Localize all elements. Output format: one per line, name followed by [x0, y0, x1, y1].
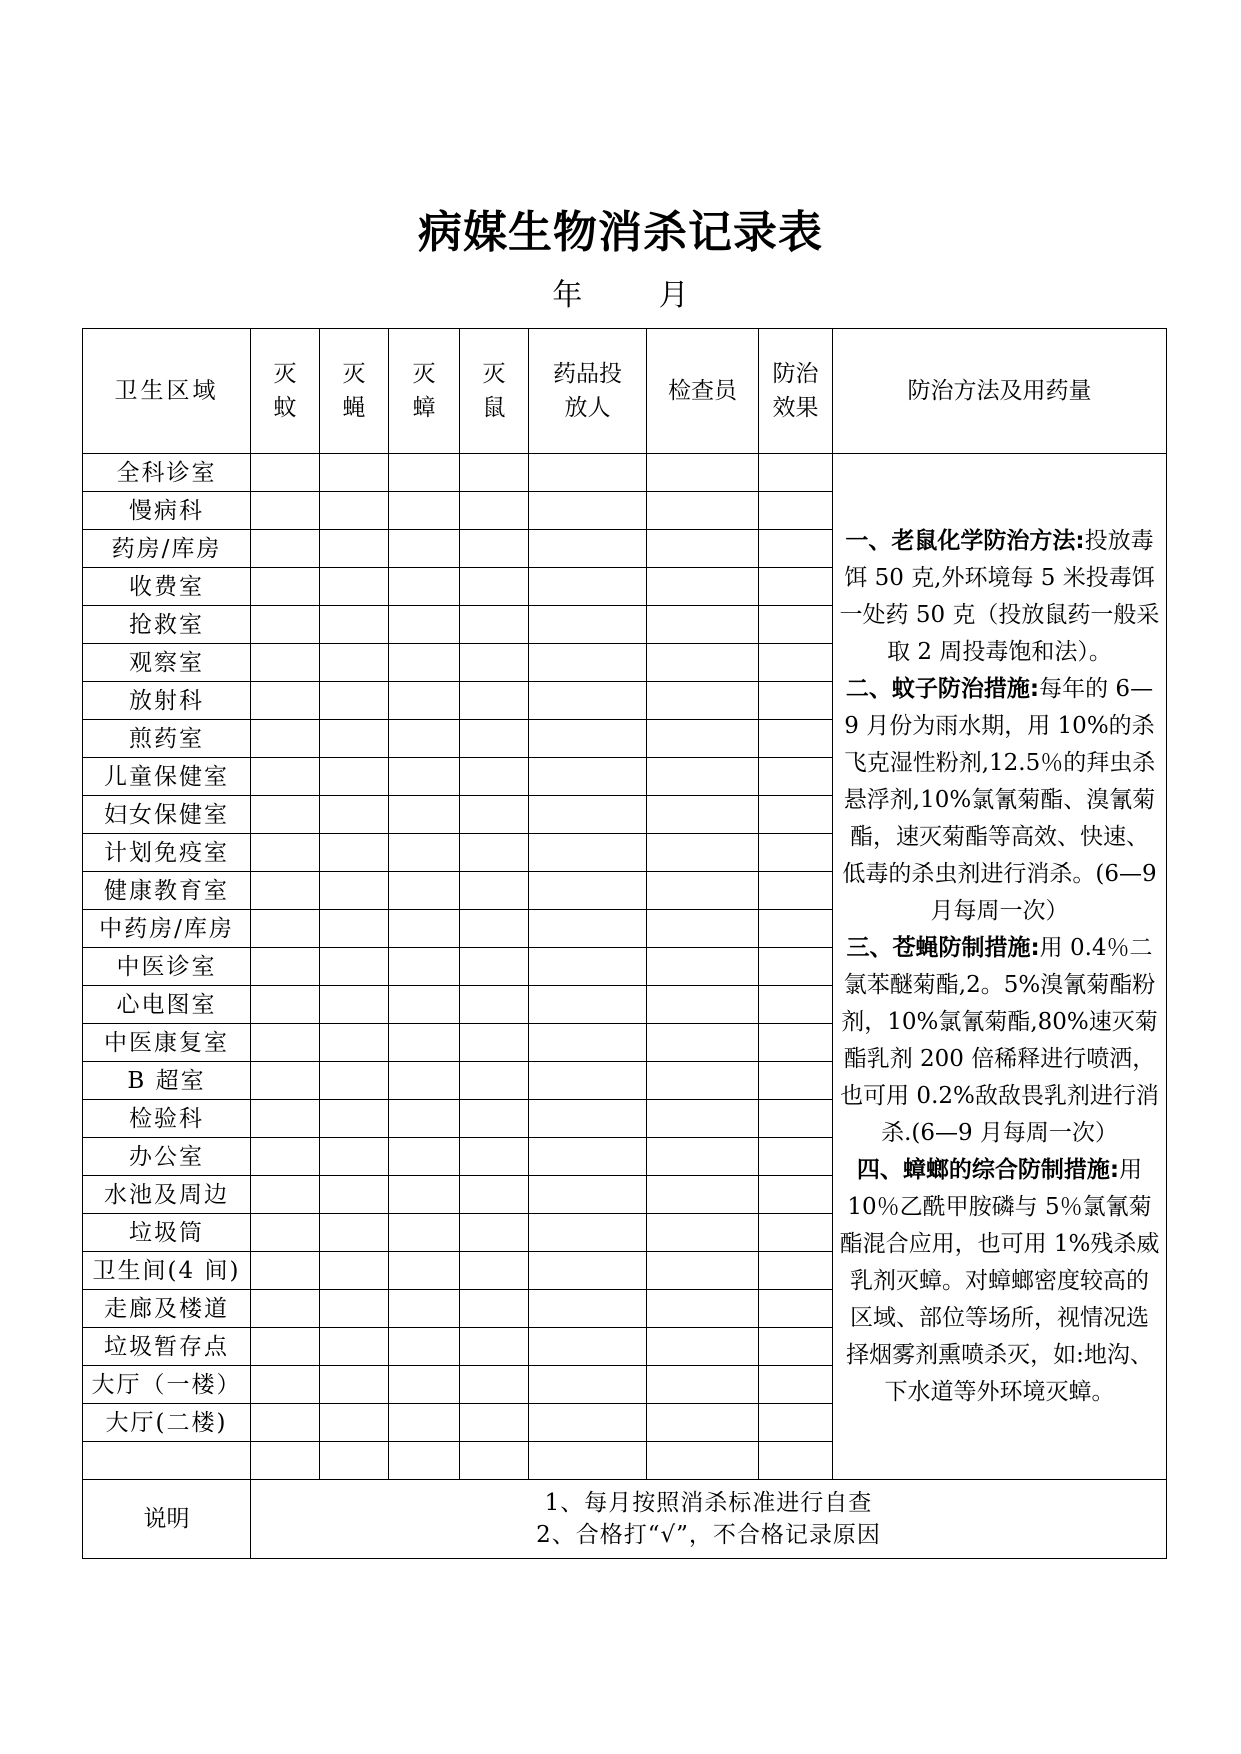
effect-entry-cell[interactable] [759, 834, 833, 872]
area-name-cell: 煎药室 [83, 720, 251, 758]
table-row [83, 454, 1167, 492]
effect-entry-cell[interactable] [759, 1176, 833, 1214]
inspector-entry-cell[interactable] [647, 720, 759, 758]
cockroach-entry-cell[interactable] [389, 948, 460, 986]
method-heading: 四、蟑螂的综合防制措施: [856, 1156, 1120, 1183]
area-name-cell: 水池及周边 [83, 1176, 251, 1214]
cockroach-entry-cell[interactable] [389, 1176, 460, 1214]
mosquito-entry-cell[interactable] [251, 872, 320, 910]
effect-entry-cell[interactable] [759, 758, 833, 796]
inspector-entry-cell[interactable] [647, 644, 759, 682]
effect-entry-cell[interactable] [759, 1366, 833, 1404]
effect-entry-cell[interactable] [759, 1442, 833, 1480]
effect-entry-cell[interactable] [759, 796, 833, 834]
header-cockroach [389, 329, 460, 454]
rat-entry-cell[interactable] [460, 1024, 529, 1062]
rat-entry-cell[interactable] [460, 1366, 529, 1404]
inspector-entry-cell[interactable] [647, 606, 759, 644]
cockroach-entry-cell[interactable] [389, 1100, 460, 1138]
record-table [82, 328, 1167, 1559]
cockroach-entry-cell[interactable] [389, 872, 460, 910]
fly-entry-cell[interactable] [320, 796, 389, 834]
fly-entry-cell[interactable] [320, 986, 389, 1024]
rat-entry-cell[interactable] [460, 530, 529, 568]
area-name-cell: 走廊及楼道 [83, 1290, 251, 1328]
fly-entry-cell[interactable] [320, 1252, 389, 1290]
fly-entry-cell[interactable] [320, 1328, 389, 1366]
applier-entry-cell[interactable] [529, 530, 647, 568]
rat-entry-cell[interactable] [460, 682, 529, 720]
rat-entry-cell[interactable] [460, 834, 529, 872]
rat-entry-cell[interactable] [460, 1252, 529, 1290]
fly-entry-cell[interactable] [320, 872, 389, 910]
effect-entry-cell[interactable] [759, 568, 833, 606]
effect-entry-cell[interactable] [759, 1328, 833, 1366]
area-name-cell: 中医康复室 [83, 1024, 251, 1062]
inspector-entry-cell[interactable] [647, 1214, 759, 1252]
fly-entry-cell[interactable] [320, 1138, 389, 1176]
rat-entry-cell[interactable] [460, 872, 529, 910]
mosquito-entry-cell[interactable] [251, 1214, 320, 1252]
applier-entry-cell[interactable] [529, 948, 647, 986]
mosquito-entry-cell[interactable] [251, 910, 320, 948]
cockroach-entry-cell[interactable] [389, 1138, 460, 1176]
area-name-cell: 慢病科 [83, 492, 251, 530]
cockroach-entry-cell[interactable] [389, 1404, 460, 1442]
rat-entry-cell[interactable] [460, 1290, 529, 1328]
rat-entry-cell[interactable] [460, 492, 529, 530]
rat-entry-cell[interactable] [460, 758, 529, 796]
area-name-cell: 计划免疫室 [83, 834, 251, 872]
area-name-cell: 全科诊室 [83, 454, 251, 492]
effect-entry-cell[interactable] [759, 1138, 833, 1176]
effect-entry-cell[interactable] [759, 1062, 833, 1100]
applier-entry-cell[interactable] [529, 872, 647, 910]
cockroach-entry-cell[interactable] [389, 910, 460, 948]
effect-entry-cell[interactable] [759, 492, 833, 530]
applier-entry-cell[interactable] [529, 1404, 647, 1442]
effect-entry-cell[interactable] [759, 682, 833, 720]
method-heading: 二、蚊子防治措施: [845, 675, 1040, 702]
applier-entry-cell[interactable] [529, 1176, 647, 1214]
fly-entry-cell[interactable] [320, 568, 389, 606]
area-name-cell: 抢救室 [83, 606, 251, 644]
rat-entry-cell[interactable] [460, 1328, 529, 1366]
applier-entry-cell[interactable] [529, 1442, 647, 1480]
method-description-cell [833, 454, 1167, 1480]
applier-entry-cell[interactable] [529, 758, 647, 796]
rat-entry-cell[interactable] [460, 948, 529, 986]
mosquito-entry-cell[interactable] [251, 796, 320, 834]
cockroach-entry-cell[interactable] [389, 682, 460, 720]
fly-entry-cell[interactable] [320, 492, 389, 530]
cockroach-entry-cell[interactable] [389, 1214, 460, 1252]
cockroach-entry-cell[interactable] [389, 644, 460, 682]
inspector-entry-cell[interactable] [647, 1404, 759, 1442]
effect-entry-cell[interactable] [759, 872, 833, 910]
applier-entry-cell[interactable] [529, 910, 647, 948]
inspector-entry-cell[interactable] [647, 1062, 759, 1100]
area-name-cell: 垃圾暂存点 [83, 1328, 251, 1366]
area-name-cell: 儿童保健室 [83, 758, 251, 796]
method-text: 用 0.4％二氯苯醚菊酯,2。5%溴氰菊酯粉剂，10%氯氰菊酯,80%速灭菊酯乳剂 200 倍稀释进行喷洒，也可用 0.2%敌敌畏乳剂进行消杀.(6—9 月每周一次） [840, 934, 1159, 1146]
mosquito-entry-cell[interactable] [251, 1366, 320, 1404]
note-line: 2、合格打“√”，不合格记录原因 [536, 1522, 881, 1548]
method-text: 用 10％乙酰甲胺磷与 5％氯氰菊酯混合应用，也可用 1%残杀威乳剂灭蟑。对蟑螂密度较高的区域、部位等场所，视情况选择烟雾剂熏喷杀灭，如:地沟、下水道等外环境灭蟑。 [839, 1156, 1160, 1405]
cockroach-entry-cell[interactable] [389, 530, 460, 568]
cockroach-entry-cell[interactable] [389, 834, 460, 872]
applier-entry-cell[interactable] [529, 492, 647, 530]
applier-entry-cell[interactable] [529, 1062, 647, 1100]
cockroach-entry-cell[interactable] [389, 1252, 460, 1290]
fly-entry-cell[interactable] [320, 530, 389, 568]
applier-entry-cell[interactable] [529, 834, 647, 872]
mosquito-entry-cell[interactable] [251, 1100, 320, 1138]
method-heading: 一、老鼠化学防治方法: [845, 527, 1085, 554]
cockroach-entry-cell[interactable] [389, 1290, 460, 1328]
effect-entry-cell[interactable] [759, 910, 833, 948]
mosquito-entry-cell[interactable] [251, 1024, 320, 1062]
inspector-entry-cell[interactable] [647, 1328, 759, 1366]
fly-entry-cell[interactable] [320, 454, 389, 492]
header-area [83, 329, 251, 454]
year-month-line: 年 月 [552, 278, 689, 313]
rat-entry-cell[interactable] [460, 454, 529, 492]
page-title: 病媒生物消杀记录表 [418, 207, 823, 258]
rat-entry-cell[interactable] [460, 910, 529, 948]
cockroach-entry-cell[interactable] [389, 568, 460, 606]
header-inspector-label: 检查员 [668, 378, 737, 404]
mosquito-entry-cell[interactable] [251, 948, 320, 986]
mosquito-entry-cell[interactable] [251, 720, 320, 758]
header-area-label: 卫生区域 [114, 378, 219, 404]
mosquito-entry-cell[interactable] [251, 568, 320, 606]
fly-entry-cell[interactable] [320, 1100, 389, 1138]
applier-entry-cell[interactable] [529, 986, 647, 1024]
rat-entry-cell[interactable] [460, 796, 529, 834]
method-section [839, 523, 1160, 671]
effect-entry-cell[interactable] [759, 454, 833, 492]
applier-entry-cell[interactable] [529, 454, 647, 492]
cockroach-entry-cell[interactable] [389, 796, 460, 834]
cockroach-entry-cell[interactable] [389, 492, 460, 530]
inspector-entry-cell[interactable] [647, 1100, 759, 1138]
rat-entry-cell[interactable] [460, 644, 529, 682]
mosquito-entry-cell[interactable] [251, 1176, 320, 1214]
fly-entry-cell[interactable] [320, 606, 389, 644]
rat-entry-cell[interactable] [460, 720, 529, 758]
inspector-entry-cell[interactable] [647, 910, 759, 948]
fly-entry-cell[interactable] [320, 1176, 389, 1214]
fly-entry-cell[interactable] [320, 910, 389, 948]
applier-entry-cell[interactable] [529, 1214, 647, 1252]
method-section [839, 671, 1160, 930]
cockroach-entry-cell[interactable] [389, 1442, 460, 1480]
header-mosquito [251, 329, 320, 454]
mosquito-entry-cell[interactable] [251, 530, 320, 568]
header-fly-label: 灭 蝇 [342, 361, 366, 421]
fly-entry-cell[interactable] [320, 1442, 389, 1480]
cockroach-entry-cell[interactable] [389, 758, 460, 796]
cockroach-entry-cell[interactable] [389, 1366, 460, 1404]
inspector-entry-cell[interactable] [647, 492, 759, 530]
method-text: 每年的 6—9 月份为雨水期，用 10%的杀飞克湿性粉剂,12.5％的拜虫杀悬浮剂,10%氯氰菊酯、溴氰菊酯，速灭菊酯等高效、快速、低毒的杀虫剂进行消杀。(6—9 月每周一次） [842, 675, 1157, 924]
applier-entry-cell[interactable] [529, 1138, 647, 1176]
applier-entry-cell[interactable] [529, 720, 647, 758]
applier-entry-cell[interactable] [529, 796, 647, 834]
effect-entry-cell[interactable] [759, 1024, 833, 1062]
effect-entry-cell[interactable] [759, 986, 833, 1024]
method-section [839, 1152, 1160, 1411]
mosquito-entry-cell[interactable] [251, 1252, 320, 1290]
area-name-cell: 观察室 [83, 644, 251, 682]
fly-entry-cell[interactable] [320, 1366, 389, 1404]
method-text: 投放毒饵 50 克,外环境每 5 米投毒饵一处药 50 克（投放鼠药一般采取 2 周投毒饱和法）。 [839, 527, 1160, 665]
inspector-entry-cell[interactable] [647, 1290, 759, 1328]
rat-entry-cell[interactable] [460, 568, 529, 606]
header-row [83, 329, 1167, 454]
inspector-entry-cell[interactable] [647, 568, 759, 606]
rat-entry-cell[interactable] [460, 1404, 529, 1442]
inspector-entry-cell[interactable] [647, 682, 759, 720]
effect-entry-cell[interactable] [759, 948, 833, 986]
effect-entry-cell[interactable] [759, 1290, 833, 1328]
header-rat [460, 329, 529, 454]
applier-entry-cell[interactable] [529, 1100, 647, 1138]
mosquito-entry-cell[interactable] [251, 834, 320, 872]
rat-entry-cell[interactable] [460, 1062, 529, 1100]
effect-entry-cell[interactable] [759, 720, 833, 758]
cockroach-entry-cell[interactable] [389, 454, 460, 492]
cockroach-entry-cell[interactable] [389, 720, 460, 758]
fly-entry-cell[interactable] [320, 834, 389, 872]
rat-entry-cell[interactable] [460, 986, 529, 1024]
area-name-cell: 心电图室 [83, 986, 251, 1024]
effect-entry-cell[interactable] [759, 1100, 833, 1138]
area-name-cell: 大厅(二楼) [83, 1404, 251, 1442]
inspector-entry-cell[interactable] [647, 530, 759, 568]
area-name-cell [83, 1442, 251, 1480]
fly-entry-cell[interactable] [320, 1214, 389, 1252]
mosquito-entry-cell[interactable] [251, 492, 320, 530]
fly-entry-cell[interactable] [320, 644, 389, 682]
inspector-entry-cell[interactable] [647, 758, 759, 796]
method-heading: 三、苍蝇防制措施: [846, 934, 1040, 961]
mosquito-entry-cell[interactable] [251, 758, 320, 796]
area-name-cell: 放射科 [83, 682, 251, 720]
effect-entry-cell[interactable] [759, 530, 833, 568]
area-name-cell: 妇女保健室 [83, 796, 251, 834]
method-section [839, 930, 1160, 1152]
effect-entry-cell[interactable] [759, 1214, 833, 1252]
header-method-label: 防治方法及用药量 [907, 378, 1092, 404]
rat-entry-cell[interactable] [460, 606, 529, 644]
header-cockroach-label: 灭 蟑 [412, 361, 436, 421]
header-inspector [647, 329, 759, 454]
fly-entry-cell[interactable] [320, 1404, 389, 1442]
applier-entry-cell[interactable] [529, 1290, 647, 1328]
inspector-entry-cell[interactable] [647, 454, 759, 492]
applier-entry-cell[interactable] [529, 644, 647, 682]
header-rat-label: 灭 鼠 [482, 361, 506, 421]
rat-entry-cell[interactable] [460, 1214, 529, 1252]
inspector-entry-cell[interactable] [647, 1024, 759, 1062]
area-name-cell: 收费室 [83, 568, 251, 606]
mosquito-entry-cell[interactable] [251, 644, 320, 682]
rat-entry-cell[interactable] [460, 1138, 529, 1176]
effect-entry-cell[interactable] [759, 1252, 833, 1290]
area-name-cell: 中药房/库房 [83, 910, 251, 948]
area-name-cell: 中医诊室 [83, 948, 251, 986]
inspector-entry-cell[interactable] [647, 986, 759, 1024]
applier-entry-cell[interactable] [529, 1252, 647, 1290]
area-name-cell: 办公室 [83, 1138, 251, 1176]
header-fly [320, 329, 389, 454]
inspector-entry-cell[interactable] [647, 948, 759, 986]
mosquito-entry-cell[interactable] [251, 682, 320, 720]
cockroach-entry-cell[interactable] [389, 1062, 460, 1100]
mosquito-entry-cell[interactable] [251, 986, 320, 1024]
header-method [833, 329, 1167, 454]
rat-entry-cell[interactable] [460, 1442, 529, 1480]
area-name-cell: 药房/库房 [83, 530, 251, 568]
note-line: 1、每月按照消杀标准进行自查 [544, 1490, 873, 1516]
inspector-entry-cell[interactable] [647, 796, 759, 834]
rat-entry-cell[interactable] [460, 1100, 529, 1138]
inspector-entry-cell[interactable] [647, 1176, 759, 1214]
inspector-entry-cell[interactable] [647, 1138, 759, 1176]
cockroach-entry-cell[interactable] [389, 1328, 460, 1366]
mosquito-entry-cell[interactable] [251, 1404, 320, 1442]
mosquito-entry-cell[interactable] [251, 1442, 320, 1480]
area-name-cell: 垃圾筒 [83, 1214, 251, 1252]
applier-entry-cell[interactable] [529, 1024, 647, 1062]
header-applier-label: 药品投 放人 [553, 361, 622, 421]
mosquito-entry-cell[interactable] [251, 1290, 320, 1328]
note-label: 说明 [83, 1480, 251, 1559]
header-effect [759, 329, 833, 454]
area-name-cell: 大厅（一楼） [83, 1366, 251, 1404]
applier-entry-cell[interactable] [529, 1328, 647, 1366]
inspector-entry-cell[interactable] [647, 834, 759, 872]
fly-entry-cell[interactable] [320, 1062, 389, 1100]
mosquito-entry-cell[interactable] [251, 1062, 320, 1100]
fly-entry-cell[interactable] [320, 1290, 389, 1328]
note-row [83, 1480, 1167, 1559]
cockroach-entry-cell[interactable] [389, 986, 460, 1024]
applier-entry-cell[interactable] [529, 682, 647, 720]
mosquito-entry-cell[interactable] [251, 454, 320, 492]
effect-entry-cell[interactable] [759, 644, 833, 682]
inspector-entry-cell[interactable] [647, 1252, 759, 1290]
rat-entry-cell[interactable] [460, 1176, 529, 1214]
mosquito-entry-cell[interactable] [251, 1328, 320, 1366]
area-name-cell: B 超室 [83, 1062, 251, 1100]
effect-entry-cell[interactable] [759, 606, 833, 644]
inspector-entry-cell[interactable] [647, 1366, 759, 1404]
cockroach-entry-cell[interactable] [389, 606, 460, 644]
note-content [251, 1480, 1167, 1559]
fly-entry-cell[interactable] [320, 1024, 389, 1062]
header-effect-label: 防治 效果 [772, 361, 819, 421]
applier-entry-cell[interactable] [529, 568, 647, 606]
applier-entry-cell[interactable] [529, 1366, 647, 1404]
mosquito-entry-cell[interactable] [251, 1138, 320, 1176]
applier-entry-cell[interactable] [529, 606, 647, 644]
inspector-entry-cell[interactable] [647, 1442, 759, 1480]
area-name-cell: 健康教育室 [83, 872, 251, 910]
cockroach-entry-cell[interactable] [389, 1024, 460, 1062]
effect-entry-cell[interactable] [759, 1404, 833, 1442]
area-name-cell: 卫生间(4 间) [83, 1252, 251, 1290]
area-name-cell: 检验科 [83, 1100, 251, 1138]
header-applier [529, 329, 647, 454]
inspector-entry-cell[interactable] [647, 872, 759, 910]
header-mosquito-label: 灭 蚊 [273, 361, 297, 421]
fly-entry-cell[interactable] [320, 948, 389, 986]
fly-entry-cell[interactable] [320, 720, 389, 758]
mosquito-entry-cell[interactable] [251, 606, 320, 644]
fly-entry-cell[interactable] [320, 758, 389, 796]
fly-entry-cell[interactable] [320, 682, 389, 720]
